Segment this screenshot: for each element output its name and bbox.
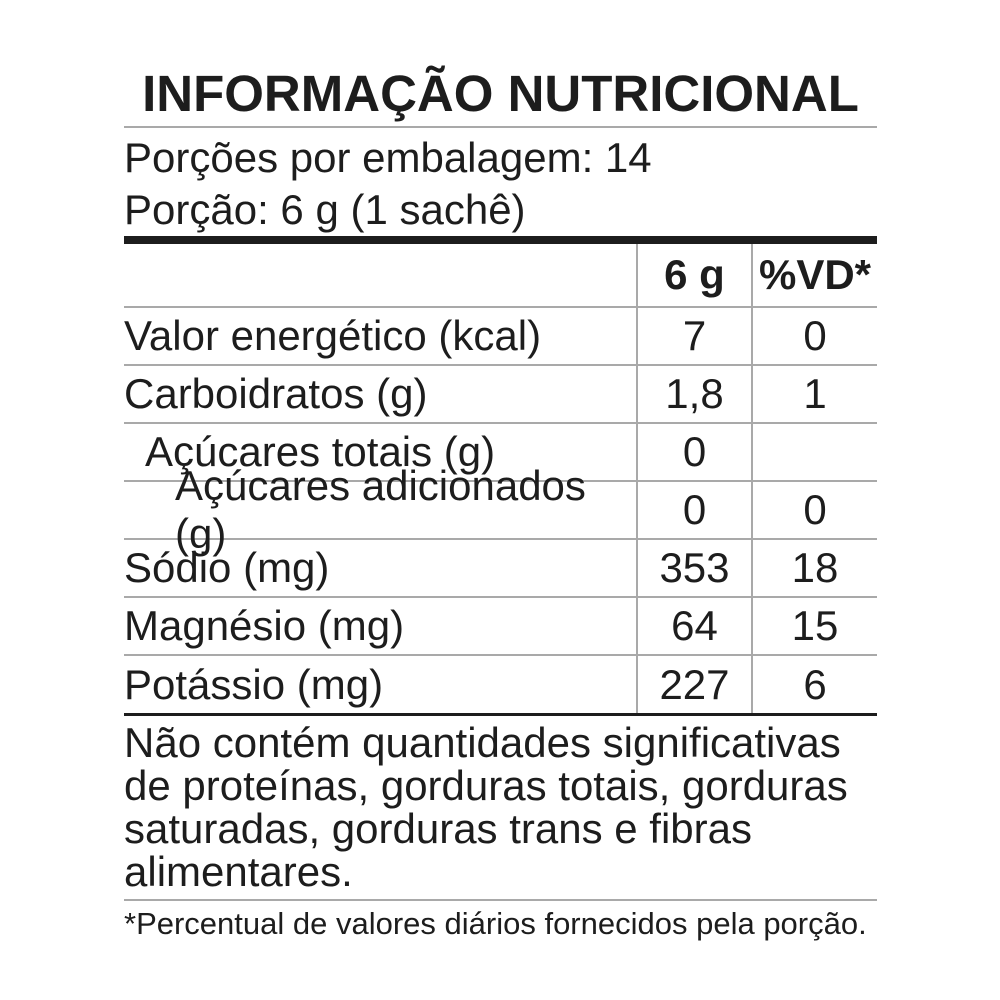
amount-value: 7 <box>636 308 751 364</box>
nutrient-name: Potássio (mg) <box>124 660 384 708</box>
nutrient-name: Açúcares totais (g) <box>145 428 496 475</box>
table-header-row <box>124 244 877 308</box>
footnote-divider <box>124 899 877 901</box>
amount-value: 0 <box>636 424 751 480</box>
dv-value <box>751 424 877 480</box>
dv-value: 6 <box>751 656 877 713</box>
label-title: INFORMAÇÃO NUTRICIONAL <box>142 65 859 122</box>
table-top-bar <box>124 236 877 244</box>
header-blank-cell <box>124 244 636 306</box>
column-header-dv: %VD* <box>751 244 877 306</box>
amount-value: 1,8 <box>636 366 751 422</box>
note-line: Não contém quantidades significativas <box>124 719 841 766</box>
nutrient-name: Valor energético (kcal) <box>124 312 542 359</box>
nutrient-name: Magnésio (mg) <box>124 602 405 649</box>
dv-value: 0 <box>751 308 877 364</box>
amount-value: 0 <box>636 482 751 538</box>
servings-per-package: Porções por embalagem: 14 <box>124 134 652 181</box>
nutrient-name: Sódio (mg) <box>124 544 330 591</box>
dv-value: 18 <box>751 540 877 596</box>
amount-value: 64 <box>636 598 751 654</box>
note-line: de proteínas, gorduras totais, gorduras <box>124 762 848 809</box>
nutrient-name: Açúcares adicionados (g) <box>175 462 586 557</box>
note-line: alimentares. <box>124 848 353 895</box>
note-line: saturadas, gorduras trans e fibras <box>124 805 752 852</box>
table-row-valor-energetico <box>124 308 877 366</box>
nutrient-name: Carboidratos (g) <box>124 370 428 417</box>
table-row-acucares-adicionados <box>124 462 877 557</box>
nutrition-table <box>124 244 877 716</box>
table-row-magnesio <box>124 598 877 656</box>
label-content <box>124 62 877 942</box>
title-divider <box>124 126 877 128</box>
column-header-amount: 6 g <box>636 244 751 306</box>
table-bottom-bar <box>124 713 877 716</box>
serving-info <box>124 132 877 236</box>
insignificant-amounts-note <box>124 721 877 899</box>
dv-value: 15 <box>751 598 877 654</box>
amount-value: 353 <box>636 540 751 596</box>
table-row-carboidratos <box>124 366 877 424</box>
dv-value: 1 <box>751 366 877 422</box>
dv-footnote: *Percentual de valores diários fornecidos pela porção. <box>124 906 867 941</box>
dv-value: 0 <box>751 482 877 538</box>
table-row-potassio <box>124 656 877 713</box>
amount-value: 227 <box>636 656 751 713</box>
table-row-sodio <box>124 540 877 598</box>
portion-size: Porção: 6 g (1 sachê) <box>124 186 526 233</box>
